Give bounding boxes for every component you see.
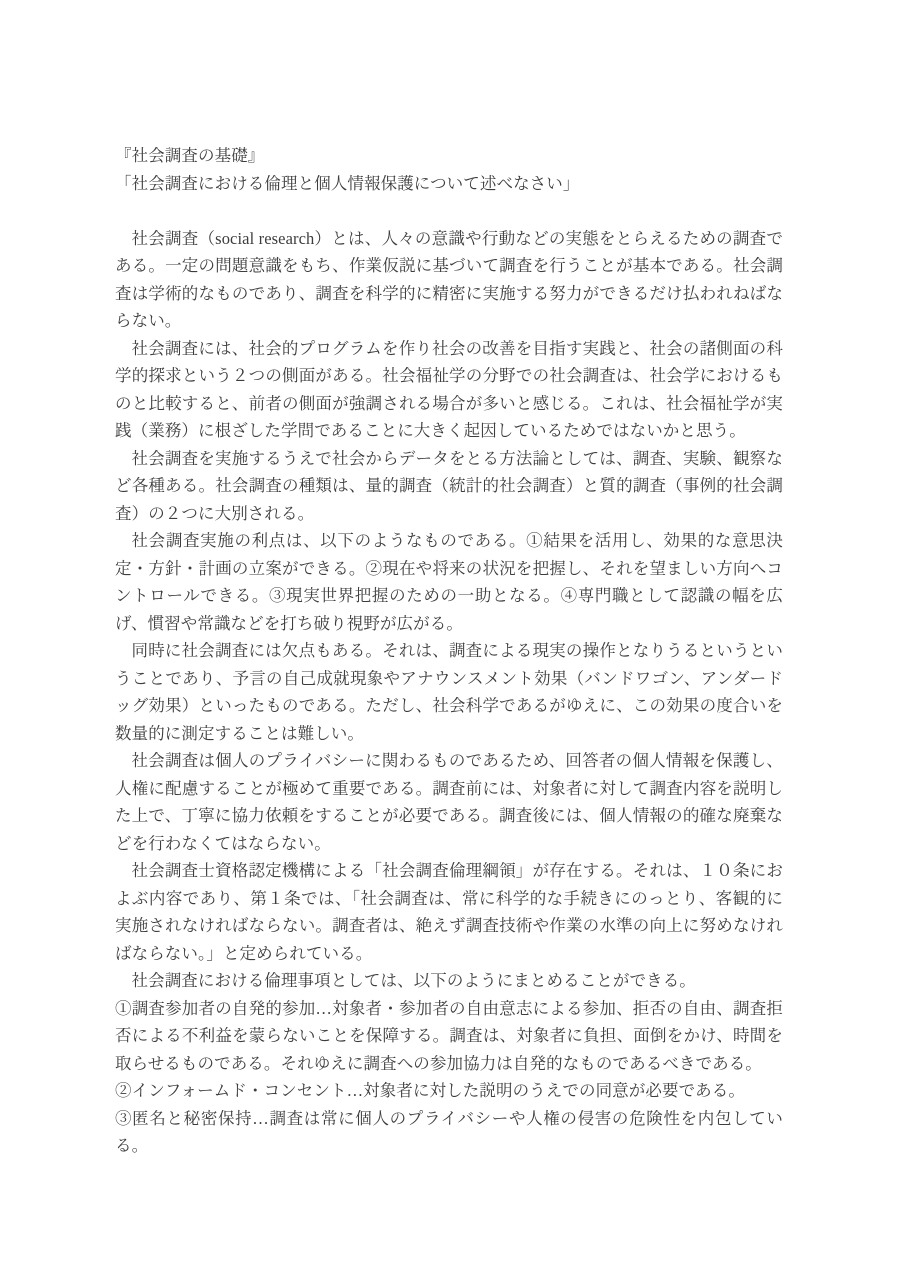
paragraph-advantages: 社会調査実施の利点は、以下のようなものである。①結果を活用し、効果的な意思決定・方針・計画の立案ができる。②現在や将来の状況を把握し、それを望ましい方向へコントロールできる。③現実世界把握のための一助となる。④専門職として認識の幅を広げ、慣習や常識などを打ち破り視野が広がる。 <box>115 531 783 633</box>
document-header <box>115 142 783 197</box>
blank-line <box>115 197 783 225</box>
list-item-informed-consent: ②インフォームド・コンセント…対象者に対した説明のうえでの同意が必要である。 <box>115 1081 745 1100</box>
document-body <box>115 225 783 1160</box>
assignment-prompt: 「社会調査における倫理と個人情報保護について述べなさい」 <box>115 173 580 193</box>
paragraph-methodology: 社会調査を実施するうえで社会からデータをとる方法論としては、調査、実験、観察など各種ある。社会調査の種類は、量的調査（統計的社会調査）と質的調査（事例的社会調査）の２つに大別される。 <box>115 448 783 523</box>
paragraph-drawbacks: 同時に社会調査には欠点もある。それは、調査による現実の操作となりうるというということであり、予言の自己成就現象やアナウンスメント効果（バンドワゴン、アンダードッグ効果）といったものである。ただし、社会科学であるがゆえに、この効果の度合いを数量的に測定することは難しい。 <box>115 641 783 743</box>
paragraph-ethics-summary-lead: 社会調査における倫理事項としては、以下のようにまとめることができる。 <box>131 971 696 990</box>
list-item-anonymity-confidentiality: ③匿名と秘密保持…調査は常に個人のプライバシーや人権の侵害の危険性を内包している。 <box>115 1108 783 1155</box>
document-content <box>115 142 783 1160</box>
paragraph-definition: 社会調査（social research）とは、人々の意識や行動などの実態をとらえるための調査である。一定の問題意識をもち、作業仮説に基づいて調査を行うことが基本である。社会調査は学術的なものであり、調査を科学的に精密に実施する努力ができるだけ払われねばならない。 <box>115 228 783 330</box>
paragraph-privacy: 社会調査は個人のプライバシーに関わるものであるため、回答者の個人情報を保護し、人権に配慮することが極めて重要である。調査前には、対象者に対して調査内容を説明した上で、丁寧に協力依頼をすることが必要である。調査後には、個人情報の的確な廃棄などを行わなくてはならない。 <box>115 751 783 853</box>
paragraph-two-aspects: 社会調査には、社会的プログラムを作り社会の改善を目指す実践と、社会の諸側面の科学的探求という２つの側面がある。社会福祉学の分野での社会調査は、社会学におけるものと比較すると、前者の側面が強調される場合が多いと感じる。これは、社会福祉学が実践（業務）に根ざした学問であることに大きく起因しているためではないかと思う。 <box>115 338 783 440</box>
paragraph-ethics-code: 社会調査士資格認定機構による「社会調査倫理綱領」が存在する。それは、１０条におよぶ内容であり、第１条では、「社会調査は、常に科学的な手続きにのっとり、客観的に実施されなければならない。調査者は、絶えず調査技術や作業の水準の向上に努めなければならない。」と定められている。 <box>115 861 783 963</box>
list-item-voluntary-participation: ①調査参加者の自発的参加…対象者・参加者の自由意志による参加、拒否の自由、調査拒否による不利益を蒙らないことを保障する。調査は、対象者に負担、面倒をかけ、時間を取らせるものである。それゆえに調査への参加協力は自発的なものであるべきである。 <box>115 998 783 1073</box>
document-title: 『社会調査の基礎』 <box>115 146 265 165</box>
